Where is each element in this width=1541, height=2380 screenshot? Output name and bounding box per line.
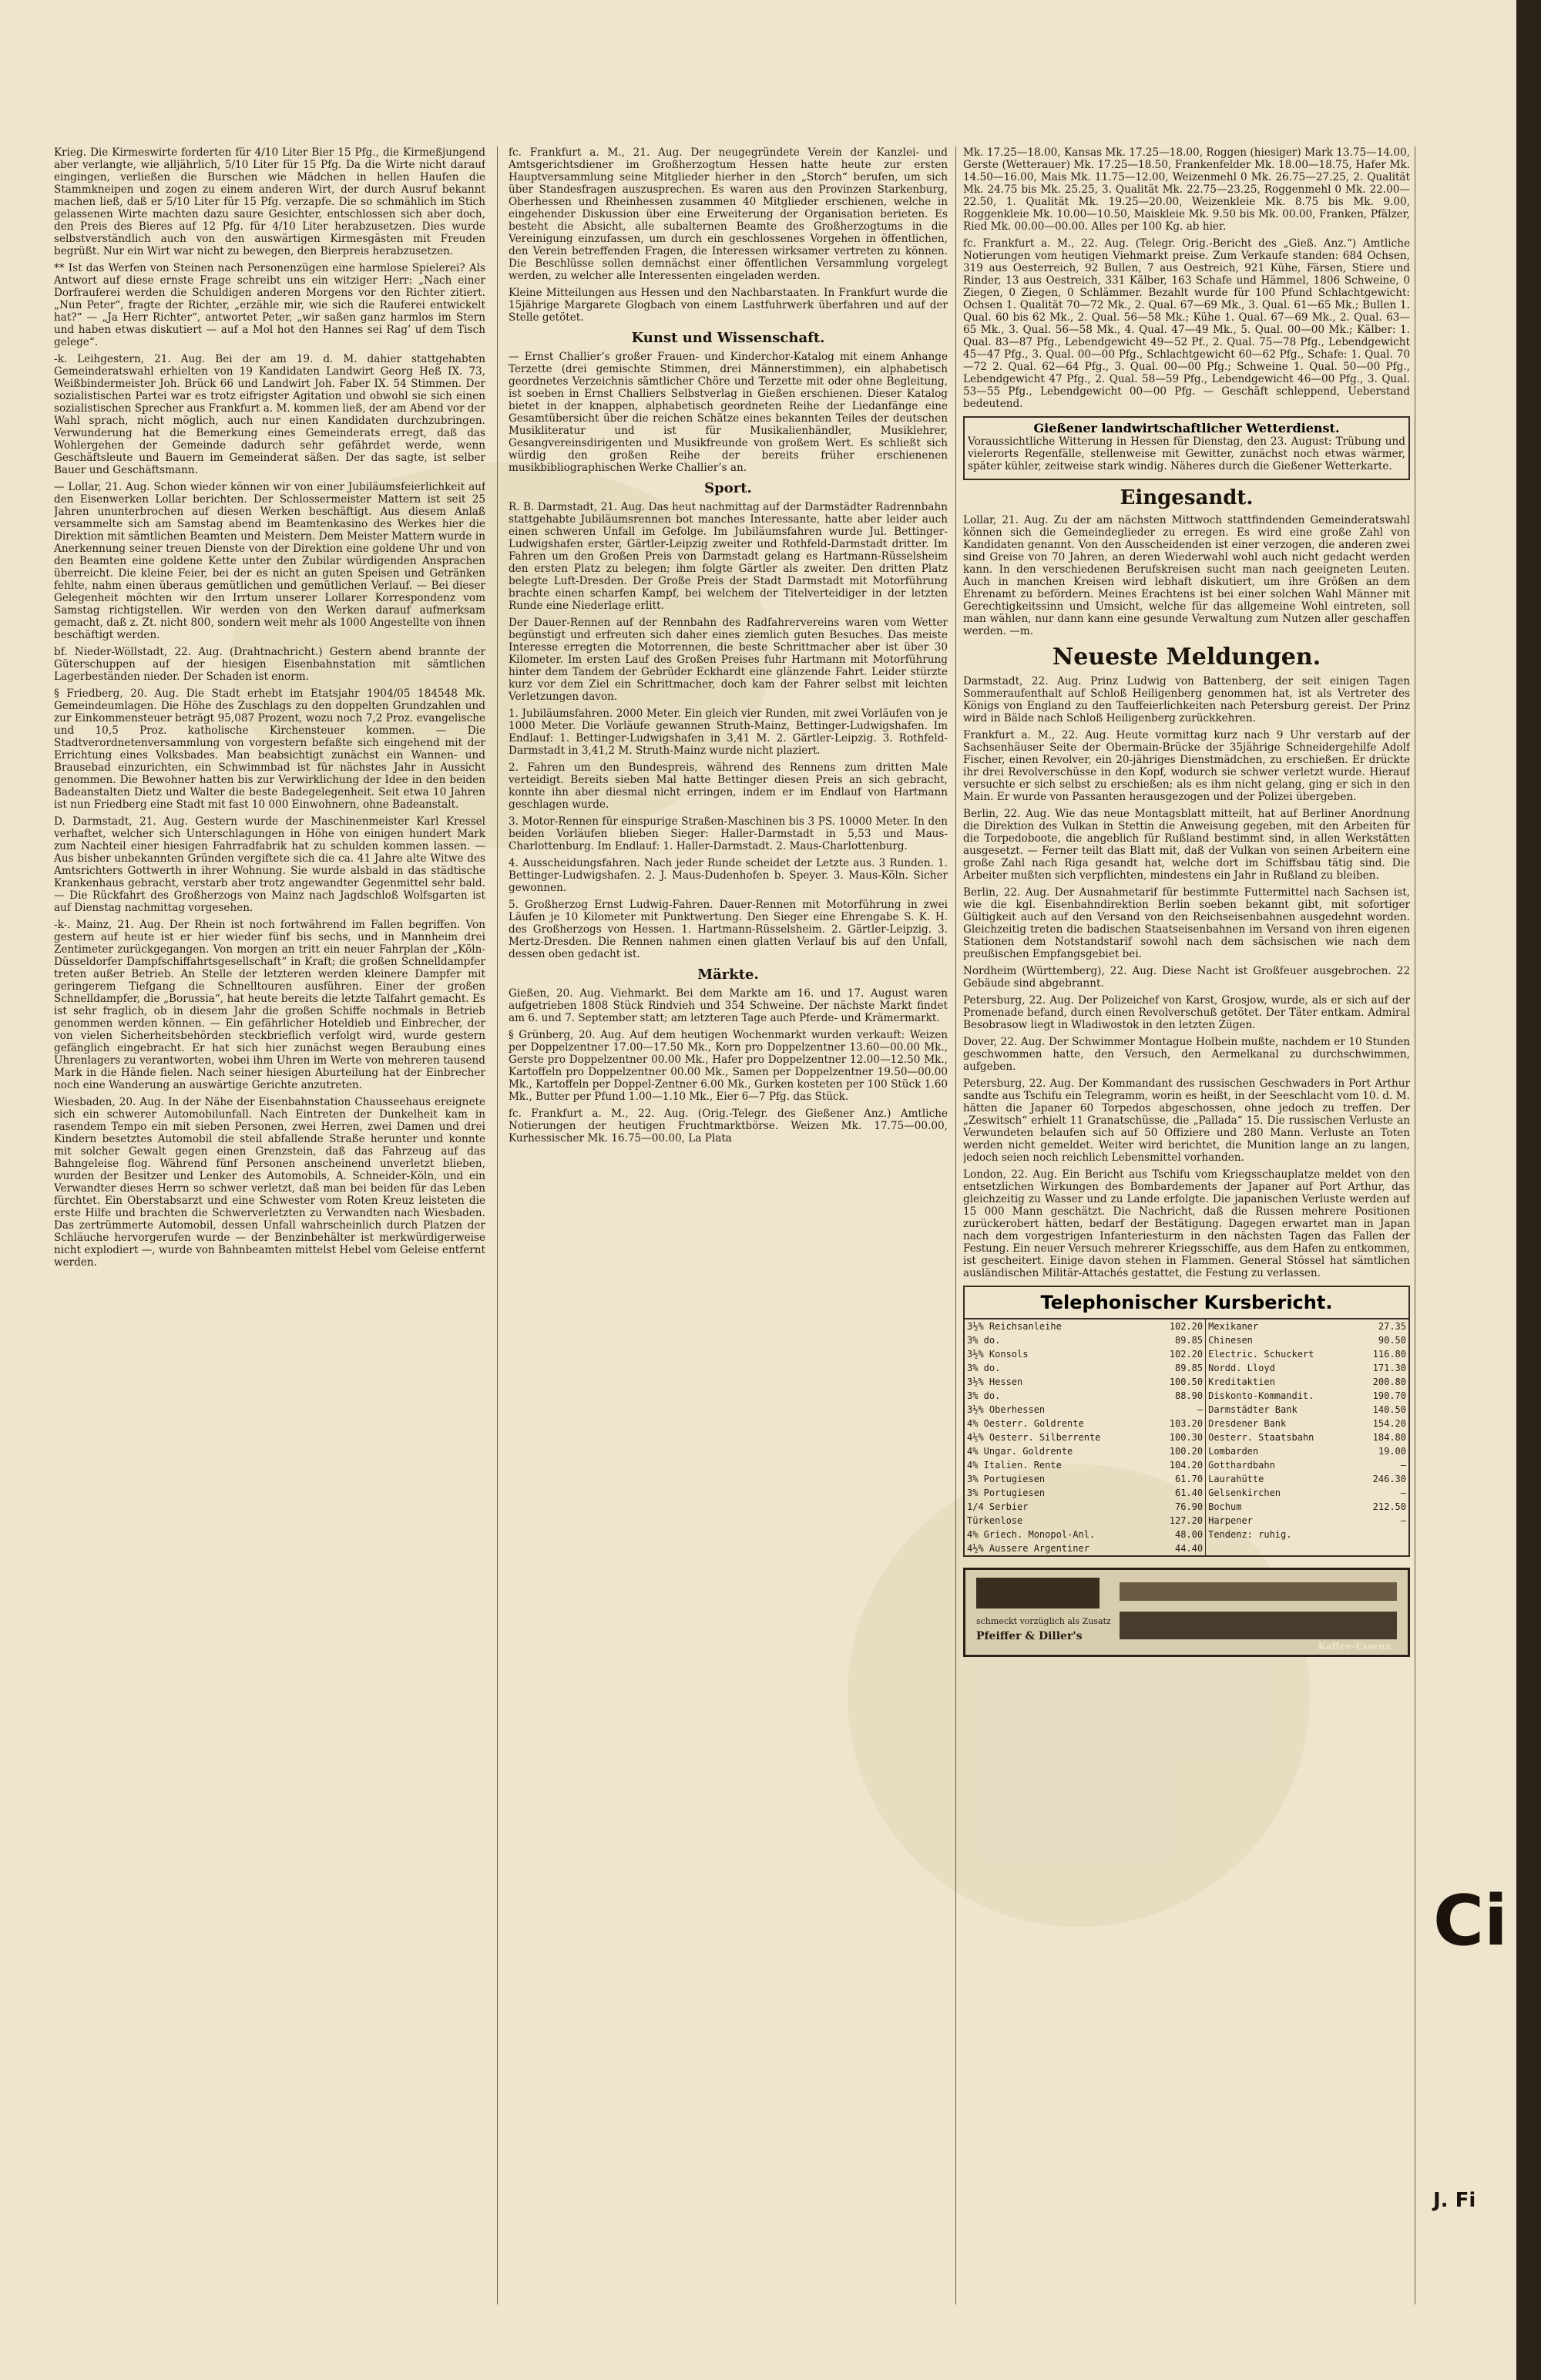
stock-table xyxy=(965,1319,1408,1555)
stock-value: 103.20 xyxy=(1169,1418,1204,1429)
stock-name: Nordd. Lloyd xyxy=(1206,1361,1357,1375)
stock-row xyxy=(965,1347,1408,1361)
weather-box xyxy=(963,416,1410,480)
stock-row xyxy=(965,1458,1408,1472)
article-paragraph: bf. Nieder-Wöllstadt, 22. Aug. (Drahtnachricht.) Gestern abend brannte der Güterschuppen auf der hiesigen Eisenbahnstation mit sämtlichen Lagerbeständen nieder. Der Schaden ist enorm. xyxy=(54,646,485,683)
ad-line: Kaffee-Essenz. xyxy=(1318,1641,1394,1652)
article-paragraph: Gießen, 20. Aug. Viehmarkt. Bei dem Markte am 16. und 17. August waren aufgetrieben 1808 Stück Rindvieh und 354 Schweine. Der nächste Markt findet am 6. und 7. September statt; am letzteren Tage auch Pferde- und Krämermarkt. xyxy=(509,987,948,1024)
stock-name: 3% Portugiesen xyxy=(967,1488,1046,1498)
stock-row xyxy=(965,1417,1408,1430)
stock-name: Mexikaner xyxy=(1206,1319,1357,1333)
stock-row xyxy=(965,1514,1408,1528)
stock-name: Harpener xyxy=(1206,1514,1357,1528)
article-paragraph: fc. Frankfurt a. M., 22. Aug. (Telegr. Orig.-Bericht des „Gieß. Anz.“) Amtliche Notierungen vom heutigen Viehmarkt preise. Zum Verkaufe standen: 684 Ochsen, 319 aus Oesterreich, 92 Bullen, 7 aus Oestreich, 921 Kühe, Färsen, Stiere und Rinder, 13 aus Oestreich, 331 Kälber, 163 Schafe und Hämmel, 1806 Schweine, 0 Ziegen, 0 Ziegen, 0 Schlämmer. Bezahlt wurde für 100 Pfund Schlachtgewicht: Ochsen 1. Qualität 70—72 Mk., 2. Qual. 67—69 Mk., 3. Qual. 61—65 Mk.; Bullen 1. Qual. 60 bis 62 Mk., 2. Qual. 56—58 Mk.; Kühe 1. Qual. 67—69 Mk., 2. Qual. 63—65 Mk., 3. Qual. 56—58 Mk., 4. Qual. 47—49 Mk., 5. Qual. 00—00 Mk.; Kälber: 1. Qual. 83—87 Pfg., Lebendgewicht 49—52 Pf., 2. Qual. 75—78 Pfg., Lebendgewicht 45—47 Pfg., 3. Qual. 00—00 Pfg., Schlachtgewicht 60—62 Pfg., Schafe: 1. Qual. 70—72 2. Qual. 62—64 Pfg., 3. Qual. 00—00 Pfg.; Schweine 1. Qual. 50—00 Pfg., Lebendgewicht 47 Pfg., 2. Qual. 58—59 Pfg., Lebendgewicht 46—00 Pfg., 3. Qual. 53—55 Pfg., Lebendgewicht 00—00 Pfg. — Geschäft schleppend, Ueberstand bedeutend. xyxy=(963,237,1410,410)
article-paragraph: — Lollar, 21. Aug. Schon wieder können wir von einer Jubiläumsfeierlichkeit auf den Eisenwerken Lollar berichten. Der Schlossermeister Mattern ist seit 25 Jahren ununterbrochen auf diesen Werken beschäftigt. Aus diesem Anlaß versammelte sich am Samstag abend im Beamtenkasino des Werkes hier die Direktion mit sämtlichen Beamten und Meistern. Dem Meister Mattern wurde in Anerkennung seiner treuen Dienste von der Direktion eine goldene Uhr und von den Beamten eine goldene Kette unter den Zubilar würdigenden Ansprachen überreicht. Die kleine Feier, bei der es nicht an guten Speisen und Getränken fehlte, nahm einen überaus gemütlichen und gemütlichen Verlauf. — Bei dieser Gelegenheit möchten wir den Irrtum unserer Lollarer Korrespondenz vom Samstag richtigstellen. Wir werden von den Werken darauf aufmerksam gemacht, daß z. Zt. nicht 800, sondern weit mehr als 1000 Angestellte von ihnen beschäftigt werden. xyxy=(54,481,485,641)
column-rule xyxy=(497,146,498,2304)
article-paragraph: Wiesbaden, 20. Aug. In der Nähe der Eisenbahnstation Chausseehaus ereignete sich ein schwerer Automobilunfall. Nach Eintreten der Dunkelheit kam in rasendem Tempo ein mit sieben Personen, zwei Herren, zwei Damen und drei Kindern besetztes Automobil die steil abfallende Straße herunter und konnte mit solcher Gewalt gegen einen Grenzstein, daß das Fahrzeug auf das Bahngeleise flog. Während fünf Personen anscheinend unverletzt blieben, wurden der Besitzer und Lenker des Automobils, A. Schneider-Köln, und ein Verwandter dieses Herrn so schwer verletzt, daß man bei beiden für das Leben fürchtet. Ein Oberstabsarzt und eine Schwester vom Roten Kreuz leisteten die erste Hilfe und brachten die Schwerverletzten zu Verwandten nach Wiesbaden. Das zertrümmerte Automobil, dessen Unfall wahrscheinlich durch Platzen der Schläuche hervorgerufen wurde — der Benzinbehälter ist merkwürdigerweise nicht explodiert —, wurde von Bahnbeamten mittelst Hebel vom Geleise entfernt werden. xyxy=(54,1096,485,1269)
article-paragraph: Berlin, 22. Aug. Wie das neue Montagsblatt mitteilt, hat auf Berliner Anordnung die Direktion des Vulkan in Stettin die Anweisung gegeben, mit den Arbeiten für die Torpedoboote, die angeblich für Rußland bestimmt sind, in allen Werkstätten ausgesetzt. — Ferner teilt das Blatt mit, daß der Vulkan von seinen Arbeitern eine große Zahl nach Riga gesandt hat, welche dort im Schiffsbau tätig sind. Die Arbeiter mußten sich verpflichten, mindestens ein Jahr in Rußland zu bleiben. xyxy=(963,808,1410,882)
article-paragraph: fc. Frankfurt a. M., 22. Aug. (Orig.-Telegr. des Gießener Anz.) Amtliche Notierungen der heutigen Fruchtmarktbörse. Weizen Mk. 17.75—00.00, Kurhessischer Mk. 16.75—00.00, La Plata xyxy=(509,1108,948,1145)
stock-row xyxy=(965,1486,1408,1500)
article-paragraph: 4. Ausscheidungsfahren. Nach jeder Runde scheidet der Letzte aus. 3 Runden. 1. Bettinger-Ludwigshafen. 2. J. Maus-Dudenhofen b. Speyer. 3. Maus-Köln. Sicher gewonnen. xyxy=(509,857,948,894)
stock-name: 4% Oesterr. Goldrente xyxy=(967,1418,1084,1429)
stock-value: 61.40 xyxy=(1174,1488,1204,1498)
stock-value: 27.35 xyxy=(1378,1321,1406,1332)
stock-row xyxy=(965,1361,1408,1375)
cropped-ad-fragment: Ci xyxy=(1433,1881,1508,1961)
article-paragraph: Kleine Mitteilungen aus Hessen und den Nachbarstaaten. In Frankfurt wurde die 15jährige Margarete Glogbach von einem Lastfuhrwerk überfahren und auf der Stelle getötet. xyxy=(509,287,948,324)
stock-value: 61.70 xyxy=(1174,1474,1204,1484)
stock-value: 127.20 xyxy=(1169,1515,1204,1526)
stock-name: Electric. Schuckert xyxy=(1206,1347,1357,1361)
stock-name: Bochum xyxy=(1206,1500,1357,1514)
article-paragraph: 2. Fahren um den Bundespreis, während des Rennens zum dritten Male verteidigt. Bereits sieben Mal hatte Bettinger diesen Preis an sich gebracht, konnte ihn aber diesmal nicht erringen, indem er im Endlauf von Hartmann geschlagen wurde. xyxy=(509,761,948,811)
article-paragraph: Berlin, 22. Aug. Der Ausnahmetarif für bestimmte Futtermittel nach Sachsen ist, wie die kgl. Eisenbahndirektion Berlin soeben bekannt gibt, mit sofortiger Gültigkeit auch auf den Versand von den Reichseisenbahnen ausgedehnt worden. Gleichzeitig treten die badischen Staatseisenbahnen im Versand von ihren eigenen Stationen dem Notstandstarif sowohl nach dem sächsischen wie nach dem preußischen Empfangsgebiet bei. xyxy=(963,886,1410,960)
section-heading-maerkte: Märkte. xyxy=(697,966,759,983)
article-paragraph: 1. Jubiläumsfahren. 2000 Meter. Ein gleich vier Runden, mit zwei Vorläufen von je 1000 Meter. Die Vorläufe gewannen Struth-Mainz, Bettinger-Ludwigshafen. Im Endlauf: 1. Bettinger-Ludwigshafen in 3,41 M. 2. Gärtler-Leipzig. 3. Rothfeld-Darmstadt in 3,41,2 M. Struth-Mainz wurde nicht plaziert. xyxy=(509,708,948,757)
stock-row xyxy=(965,1403,1408,1417)
stock-value: 212.50 xyxy=(1372,1501,1406,1512)
stock-row xyxy=(965,1389,1408,1403)
weather-heading: Gießener landwirtschaftlicher Wetterdienst. xyxy=(1033,421,1340,435)
stock-value: 100.20 xyxy=(1169,1446,1204,1457)
stock-report-title: Telephonischer Kursbericht. xyxy=(965,1287,1408,1319)
stock-name: 4% Ungar. Goldrente xyxy=(967,1446,1073,1457)
stock-value: — xyxy=(1400,1515,1406,1526)
stock-value: 44.40 xyxy=(1174,1543,1204,1554)
column-3 xyxy=(963,146,1410,2312)
stock-value: 154.20 xyxy=(1372,1418,1406,1429)
stock-name: 3% do. xyxy=(967,1363,1001,1373)
stock-name: 4% Italien. Rente xyxy=(967,1460,1062,1471)
stock-name: Oesterr. Staatsbahn xyxy=(1206,1430,1357,1444)
stock-name xyxy=(1206,1541,1357,1555)
article-paragraph: § Grünberg, 20. Aug. Auf dem heutigen Wochenmarkt wurden verkauft: Weizen per Doppelzentner 17.00—17.50 Mk., Korn pro Doppelzentner 13.60—00.00 Mk., Gerste pro Doppelzentner 00.00 Mk., Hafer pro Doppelzentner 12.00—12.50 Mk., Kartoffeln pro Doppelzentner 00.00 Mk., Samen per Doppelzentner 19.50—00.00 Mk., Kartoffeln per Doppel-Zentner 6.00 Mk., Gurken kosteten per 100 Stück 1.60 Mk., Butter per Pfund 1.00—1.10 Mk., Eier 6—7 Pfg. das Stück. xyxy=(509,1029,948,1103)
stock-value: 100.30 xyxy=(1169,1432,1204,1443)
column-2 xyxy=(509,146,948,2312)
stock-name: Gelsenkirchen xyxy=(1206,1486,1357,1500)
stock-value: 190.70 xyxy=(1372,1390,1406,1401)
stock-name: Diskonto-Kommandit. xyxy=(1206,1389,1357,1403)
stock-value: 184.80 xyxy=(1372,1432,1406,1443)
stock-name: 3½% Reichsanleihe xyxy=(967,1321,1062,1332)
stock-value: 102.20 xyxy=(1169,1321,1204,1332)
stock-value xyxy=(1357,1528,1408,1541)
cropped-ad-fragment: J. Fi xyxy=(1433,2189,1476,2212)
stock-value: — xyxy=(1400,1460,1406,1471)
ad-text-block xyxy=(1120,1582,1397,1601)
article-paragraph: 5. Großherzog Ernst Ludwig-Fahren. Dauer-Rennen mit Motorführung in zwei Läufen je 10 Kilometer mit Punktwertung. Den Sieger eine Ehrengabe S. K. H. des Großherzogs von Hessen. 1. Hartmann-Rüsselsheim. 2. Gärtler-Leipzig. 3. Mertz-Dresden. Die Rennen nahmen einen glatten Verlauf bis auf den Unfall, dessen oben gedacht ist. xyxy=(509,899,948,960)
article-paragraph: Mk. 17.25—18.00, Kansas Mk. 17.25—18.00, Roggen (hiesiger) Mark 13.75—14.00, Gerste (Wetterauer) Mk. 17.25—18.50, Frankenfelder Mk. 18.00—18.75, Hafer Mk. 14.50—16.00, Mais Mk. 11.75—12.00, Weizenmehl 0 Mk. 26.75—27.25, 2. Qualität Mk. 24.75 bis Mk. 25.25, 3. Qualität Mk. 22.75—23.25, Roggenmehl 0 Mk. 22.00—22.50, 1. Qualität Mk. 19.25—20.00, Weizenkleie Mk. 8.75 bis Mk. 9.00, Roggenkleie Mk. 10.00—10.50, Maiskleie Mk. 9.50 bis Mk. 00.00, Franken, Pfälzer, Ried Mk. 00.00—00.00. Alles per 100 Kg. ab hier. xyxy=(963,146,1410,233)
article-paragraph: 3. Motor-Rennen für einspurige Straßen-Maschinen bis 3 PS. 10000 Meter. In den beiden Vorläufen blieben Sieger: Haller-Darmstadt in 5,53 und Maus-Charlottenburg. Im Endlauf: 1. Haller-Darmstadt. 2. Maus-Charlottenburg. xyxy=(509,815,948,852)
weather-text: Voraussichtliche Witterung in Hessen für Dienstag, den 23. August: Trübung und vielerorts Regenfälle, stellenweise mit Gewitter, zunächst noch etwas wärmer, später kühler, zeitweise stark windig. Näheres durch die Gießener Wetterkarte. xyxy=(968,435,1405,472)
stock-name: 4⅕% Oesterr. Silberrente xyxy=(967,1432,1101,1443)
stock-value: 104.20 xyxy=(1169,1460,1204,1471)
article-paragraph: -k-. Mainz, 21. Aug. Der Rhein ist noch fortwährend im Fallen begriffen. Von gestern auf heute ist er hier wieder fünf bis sechs, und in Mannheim drei Zentimeter zurückgegangen. Von morgen an tritt ein neuer Fahrplan der „Köln-Düsseldorfer Dampfschiffahrtsgesellschaft“ in Kraft; die großen Schnelldampfer treten außer Betrieb. An Stelle der letzteren werden kleinere Dampfer mit geringerem Tiefgang die Schnelltouren ausführen. Einer der großen Schnelldampfer, die „Borussia“, hat heute bereits die letzte Talfahrt gemacht. Es ist sehr fraglich, ob in diesem Jahr die großen Schiffe nochmals in Betrieb genommen werden können. — Ein gefährlicher Hoteldieb und Einbrecher, der von vielen Sicherheitsbehörden steckbrieflich verfolgt wird, wurde gestern gefänglich eingebracht. Er hat sich hier zunächst wegen Beraubung eines Uhrenlagers zu verantworten, wobei ihm Uhren im Werte von mehreren tausend Mark in die Hände fielen. Nach seiner hiesigen Aburteilung hat der Einbrecher noch eine Wanderung an auswärtige Gerichte anzutreten. xyxy=(54,919,485,1091)
stock-name: 3½% Konsols xyxy=(967,1349,1029,1360)
stock-name: Dresdener Bank xyxy=(1206,1417,1357,1430)
ad-text-block xyxy=(1120,1612,1397,1639)
stock-name: 3½% Hessen xyxy=(967,1377,1023,1387)
stock-row xyxy=(965,1472,1408,1486)
stock-value: 76.90 xyxy=(1174,1501,1204,1512)
stock-value xyxy=(1357,1541,1408,1555)
stock-value: 140.50 xyxy=(1372,1404,1406,1415)
section-heading-eingesandt: Eingesandt. xyxy=(1120,486,1254,509)
section-heading-neueste-meldungen: Neueste Meldungen. xyxy=(1052,644,1321,671)
article-paragraph: R. B. Darmstadt, 21. Aug. Das heut nachmittag auf der Darmstädter Radrennbahn stattgehabte Jubiläumsrennen bot manches Interessante, hatte aber leider auch einen schweren Unfall im Gefolge. Im Jubiläumsfahren wurde Jul. Bettinger-Ludwigshafen erster, Gärtler-Leipzig zweiter und Rothfeld-Darmstadt dritter. Im Fahren um den Großen Preis von Darmstadt gelang es Hartmann-Rüsselsheim den ersten Platz zu belegen; ihm folgte Gärtler als zweiter. Den dritten Platz belegte Luft-Dresden. Der Große Preis der Stadt Darmstadt mit Motorführung brachte einen scharfen Kampf, bei welchem der Titelverteidiger in der letzten Runde eine Niederlage erlitt. xyxy=(509,501,948,612)
stock-row xyxy=(965,1319,1408,1333)
article-paragraph: — Ernst Challier’s großer Frauen- und Kinderchor-Katalog mit einem Anhange Terzette (drei gemischte Stimmen, drei Männerstimmen), ein alphabetisch geordnetes Verzeichnis sämtlicher Chöre und Terzette mit oder ohne Begleitung, ist soeben in Ernst Challiers Selbstverlag in Gießen erschienen. Dieser Katalog bietet in der knappen, alphabetisch geordneten Reihe der Liedanfänge eine Gesamtübersicht über die reichen Schätze eines bekannten Teiles der deutschen Musikliteratur und ist für Musikalienhändler, Musiklehrer, Gesangvereinsdirigenten und Musikfreunde von großem Wert. Es schließt sich würdig den großen Reihe der bereits früher erschienenen musikbibliographischen Werke Challier’s an. xyxy=(509,351,948,474)
stock-value: 200.80 xyxy=(1372,1377,1406,1387)
article-paragraph: § Friedberg, 20. Aug. Die Stadt erhebt im Etatsjahr 1904/05 184548 Mk. Gemeindeumlagen. Die Höhe des Zuschlags zu den doppelten Grundzahlen und zur Einkommensteuer beträgt 95,087 Prozent, wozu noch 7,2 Proz. evangelische und 10,5 Proz. katholische Kirchensteuer kommen. — Die Stadtverordnetenversammlung von vorgestern befaßte sich eingehend mit der Errichtung eines Volksbades. Man beabsichtigt zunächst ein Wannen- und Brausebad einzurichten, ein Schwimmbad ist für nächstes Jahr in Aussicht genommen. Die Bewohner hatten bis zur Verwirklichung der Idee in den beiden Badeanstalten Dietz und Walter die beste Badegelegenheit. Seit etwa 10 Jahren ist nun Friedberg eine Stadt mit fast 10 000 Einwohnern, ohne Badeanstalt. xyxy=(54,687,485,811)
stock-row xyxy=(965,1430,1408,1444)
stock-value: 19.00 xyxy=(1378,1446,1406,1457)
stock-name: 3% Portugiesen xyxy=(967,1474,1046,1484)
section-heading-sport: Sport. xyxy=(704,480,752,496)
stock-value: 48.00 xyxy=(1174,1529,1204,1540)
stock-name: 1/4 Serbier xyxy=(967,1501,1029,1512)
stock-row xyxy=(965,1500,1408,1514)
stock-value: — xyxy=(1400,1488,1406,1498)
stock-name: Laurahütte xyxy=(1206,1472,1357,1486)
article-paragraph: ** Ist das Werfen von Steinen nach Personenzügen eine harmlose Spielerei? Als Antwort auf diese ernste Frage schreibt uns ein witziger Herr: „Nach einer Dorfrauferei werden die Schuldigen anderen Morgens vor den Richter zitiert. „Nun Peter“, fragte der Richter, „erzähle mir, wie sich die Rauferei entwickelt hat?“ — „Ja Herr Richter“, antwortet Peter, „wir saßen ganz harmlos im Stern und haben etwas diskutiert — auf a Mol hot den Hannes sei Rag’ uf dem Tisch gelege“. xyxy=(54,262,485,348)
stock-value: 171.30 xyxy=(1372,1363,1406,1373)
stock-row xyxy=(965,1333,1408,1347)
section-heading-kunst: Kunst und Wissenschaft. xyxy=(631,330,825,346)
stock-name: 4% Griech. Monopol-Anl. xyxy=(967,1529,1096,1540)
stock-value: 89.85 xyxy=(1174,1335,1204,1346)
article-paragraph: Frankfurt a. M., 22. Aug. Heute vormittag kurz nach 9 Uhr verstarb auf der Sachsenhäuser Seite der Obermain-Brücke der 35jährige Schneidergehilfe Adolf Fischer, einen Revolver, ein 20-jähriges Dienstmädchen, zu erschießen. Er drückte ihr drei Revolverschüsse in den Kopf, wodurch sie schwer verletzt wurde. Hierauf versuchte er sich selbst zu erschießen; als es ihm nicht gelang, ging er sich in den Main. Er wurde von Passanten herausgezogen und der Polizei übergeben. xyxy=(963,729,1410,803)
stock-name: 3% do. xyxy=(967,1390,1001,1401)
ad-line: schmeckt vorzüglich als Zusatz xyxy=(976,1616,1111,1626)
eingesandt-text: Lollar, 21. Aug. Zu der am nächsten Mittwoch stattfindenden Gemeinderatswahl können sich die Gemeindeglieder zu erregen. Es wird eine große Zahl von Kandidaten genannt. Von den Ausscheidenden ist einer verzogen, die anderen zwei sind Greise von 70 Jahren, an deren Wiederwahl wohl auch nicht gedacht werden kann. In den verschiedenen Berufskreisen sucht man nach geeigneten Leuten. Auch in manchen Kreisen wird lebhaft diskutiert, um ihre Größen an dem Ehrenamt zu befördern. Meines Erachtens ist bei einer solchen Wahl Männer mit Gerechtigkeitssinn und Umsicht, welche für das allgemeine Wohl eintreten, soll man wählen, nur dann kann eine gesunde Verwaltung zum Nutzen aller geschaffen werden. —m. xyxy=(963,514,1410,637)
article-paragraph: D. Darmstadt, 21. Aug. Gestern wurde der Maschinenmeister Karl Kressel verhaftet, welcher sich Unterschlagungen in Höhe von einigen hundert Mark zum Nachteil einer hiesigen Fahrradfabrik hat zu schulden kommen lassen. — Aus bisher unbekannten Gründen vergiftete sich die ca. 41 Jahre alte Witwe des Amtsrichters Gottwerth in ihrer Wohnung. Sie wurde alsbald in das städtische Krankenhaus gebracht, verstarb aber trotz angewandter Gegenmittel sehr bald. — Die Rückfahrt des Großherzogs von Mainz nach Jagdschloß Wolfsgarten ist auf Dienstag nachmittag vorgesehen. xyxy=(54,815,485,914)
stock-value: 89.85 xyxy=(1174,1363,1204,1373)
stock-row xyxy=(965,1375,1408,1389)
stock-report xyxy=(963,1286,1410,1557)
article-paragraph: Petersburg, 22. Aug. Der Kommandant des russischen Geschwaders in Port Arthur sandte aus Tschifu ein Telegramm, worin es heißt, in der Seeschlacht vom 10. d. M. hätten die Japaner 60 Torpedos abgeschossen, ohne jedoch zu treffen. Der „Zeswitsch“ erhielt 11 Granatschüsse, die „Pallada“ 15. Die russischen Verluste an Verwundeten belaufen sich auf 50 Offiziere und 280 Mann. Verluste an Toten werden nicht gemeldet. Weiter wird berichtet, die Munition lange an zu langen, jedoch seien noch reichlich Lebensmittel vorhanden. xyxy=(963,1077,1410,1164)
stock-name: Gotthardbahn xyxy=(1206,1458,1357,1472)
stock-name: Kreditaktien xyxy=(1206,1375,1357,1389)
stock-value: 116.80 xyxy=(1372,1349,1406,1360)
column-rule xyxy=(955,146,956,2304)
stock-value: 246.30 xyxy=(1372,1474,1406,1484)
article-paragraph: -k. Leihgestern, 21. Aug. Bei der am 19. d. M. dahier stattgehabten Gemeinderatswahl erhielten von 19 Kandidaten Landwirt Georg Heß IX. 73, Weißbindermeister Joh. Brück 66 und Landwirt Joh. Faber IX. 54 Stimmen. Der sozialistischen Partei war es trotz eifrigster Agitation und obwohl sie sich einen sozialistischen Sprecher aus Frankfurt a. M. kommen ließ, der am Abend vor der Wahl sprach, nicht möglich, auch nur einen Kandidaten durchzubringen. Verwunderung hat die Bemerkung eines Gemeinderats erregt, daß das Wohlergehen der Gemeinde dadurch sehr gefährdet werde, wenn Geschäftsleute und Bauern im Gemeinderat säßen. Der das sagte, ist selber Bauer und Geschäftsmann. xyxy=(54,353,485,476)
stock-value: 90.50 xyxy=(1378,1335,1406,1346)
article-paragraph: Nordheim (Württemberg), 22. Aug. Diese Nacht ist Großfeuer ausgebrochen. 22 Gebäude sind abgebrannt. xyxy=(963,965,1410,990)
stock-value: — xyxy=(1197,1404,1204,1415)
article-paragraph: Dover, 22. Aug. Der Schwimmer Montague Holbein mußte, nachdem er 10 Stunden geschwommen hatte, den Versuch, den Aermelkanal zu durchschwimmen, aufgeben. xyxy=(963,1036,1410,1073)
article-paragraph: Darmstadt, 22. Aug. Prinz Ludwig von Battenberg, der seit einigen Tagen Sommeraufenthalt auf Schloß Heiligenberg genommen hat, ist als Vertreter des Königs von England zu den Tauffeierlichkeiten nach Petersburg gereist. Der Prinz wird in Bälde nach Schloß Heiligenberg zurückkehren. xyxy=(963,675,1410,724)
stock-name: 4½% Aussere Argentiner xyxy=(967,1543,1089,1554)
stock-value: 102.20 xyxy=(1169,1349,1204,1360)
stock-value: 88.90 xyxy=(1174,1390,1204,1401)
article-paragraph: London, 22. Aug. Ein Bericht aus Tschifu vom Kriegsschauplatze meldet von den entsetzlichen Wirkungen des Bombardements der Japaner auf Port Arthur, das gleichzeitig zu Wasser und zu Lande erfolgte. Die japanischen Verluste werden auf 15 000 Mann geschätzt. Die Nachricht, daß die Russen mehrere Positionen zurückerobert hätten, bedarf der Bestätigung. Dagegen erwartet man in Japan nach dem vorgestrigen Infanteriesturm in den nächsten Tagen das Fallen der Festung. Ein neuer Versuch mehrerer Kriegsschiffe, aus dem Hafen zu entkommen, ist gescheitert. Einige davon stehen in Flammen. General Stössel hat sämtlichen ausländischen Militär-Attachés gestattet, die Festung zu verlassen. xyxy=(963,1168,1410,1279)
stock-row xyxy=(965,1528,1408,1541)
stock-value: 100.50 xyxy=(1169,1377,1204,1387)
stock-name: Türkenlose xyxy=(967,1515,1023,1526)
column-1 xyxy=(54,146,485,2312)
page-edge xyxy=(1516,0,1541,2380)
article-paragraph: Krieg. Die Kirmeswirte forderten für 4/10 Liter Bier 15 Pfg., die Kirmeßjungend aber verlangte, wie alljährlich, 5/10 Liter für 15 Pfg. Da die Wirte nicht darauf eingingen, verließen die Burschen wie Mädchen in hellen Haufen die Stammkneipen und zogen zu einem anderen Wirt, der durch Ausruf bekannt machen ließ, daß er 5/10 Liter für 15 Pfg. verzapfe. Die so schmählich im Stich gelassenen Wirte machten dazu saure Gesichter, entschlossen sich aber doch, den Preis des Bieres auf 12 Pfg. für 4/10 Liter herabzusetzen. Dies wurde selbstverständlich auch von den auswärtigen Kirmesgästen mit Freuden begrüßt. Nur ein Wirt war nicht zu bewegen, den Bierpreis herabzusetzen. xyxy=(54,146,485,257)
column-4-fragment xyxy=(1418,146,1516,2312)
stock-name: Darmstädter Bank xyxy=(1206,1403,1357,1417)
advertisement xyxy=(963,1568,1410,1657)
ad-logo xyxy=(976,1578,1100,1609)
article-paragraph: Der Dauer-Rennen auf der Rennbahn des Radfahrervereins waren vom Wetter begünstigt und erfreuten sich daher eines ziemlich guten Besuches. Das meiste Interesse erregten die Motorrennen, die beste Schrittmacher aber ist über 30 Kilometer. Im ersten Lauf des Großen Preises fuhr Hartmann mit Motorführung hinter dem Tandem der Gebrüder Eckhardt eine glänzende Fahrt. Leider stürzte kurz vor dem Ziel ein Schrittmacher, doch kam der Fahrer selbst mit leichten Verletzungen davon. xyxy=(509,617,948,703)
stock-name: 3% do. xyxy=(967,1335,1001,1346)
stock-name: 3½% Oberhessen xyxy=(967,1404,1046,1415)
stock-row xyxy=(965,1541,1408,1555)
article-paragraph: fc. Frankfurt a. M., 21. Aug. Der neugegründete Verein der Kanzlei- und Amtsgerichtsdiener im Großherzogtum Hessen hatte heute zur ersten Hauptversammlung seine Mitglieder hierher in den „Storch“ berufen, um sich über Standesfragen auszusprechen. Es waren aus den Provinzen Starkenburg, Oberhessen und Rheinhessen zusammen 40 Mitglieder erschienen, welche in eingehender Diskussion über eine Erweiterung der Organisation berieten. Es besteht die Absicht, alle subalternen Beamte des Großherzogtums in die Vereinigung einzufassen, um durch ein geschlossenes Vorgehen in öffentlichen, den Verein betreffenden Fragen, die Interessen wirksamer vertreten zu können. Die Beschlüsse sollen demnächst einer öffentlichen Versammlung vorgelegt werden, zu welcher alle Interessenten eingeladen werden. xyxy=(509,146,948,282)
stock-name: Tendenz: ruhig. xyxy=(1206,1528,1357,1541)
stock-row xyxy=(965,1444,1408,1458)
ad-line: Pfeiffer & Diller's xyxy=(976,1630,1083,1642)
stock-name: Chinesen xyxy=(1206,1333,1357,1347)
article-paragraph: Petersburg, 22. Aug. Der Polizeichef von Karst, Grosjow, wurde, als er sich auf der Promenade befand, durch einen Revolverschuß getötet. Der Täter entkam. Admiral Besobrasow liegt in Wladiwostok in den letzten Zügen. xyxy=(963,994,1410,1031)
stock-name: Lombarden xyxy=(1206,1444,1357,1458)
